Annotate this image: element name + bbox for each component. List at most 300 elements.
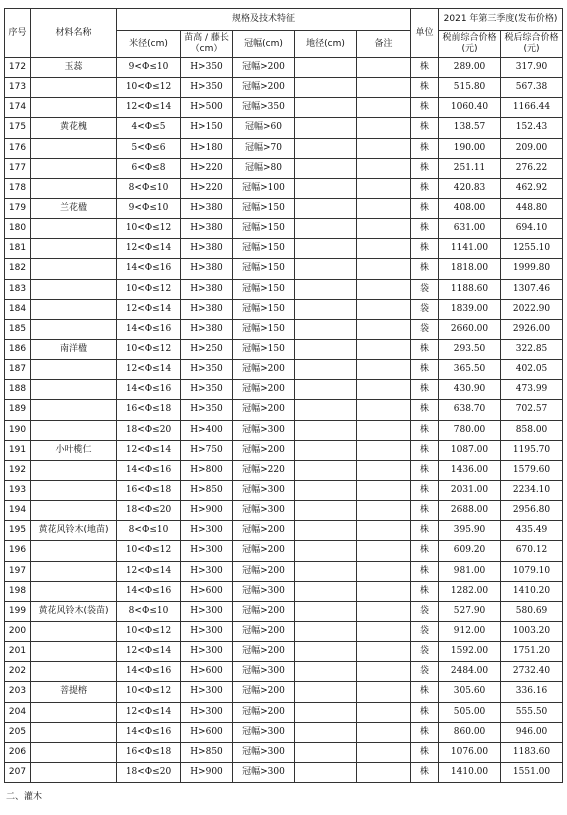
cell-unit: 株 (411, 400, 439, 420)
cell-dbh: 8<Φ≤10 (117, 178, 181, 198)
cell-seq: 199 (5, 601, 31, 621)
cell-crown: 冠幅>150 (233, 299, 295, 319)
cell-name (31, 319, 117, 339)
cell-note (357, 58, 411, 78)
cell-seq: 192 (5, 460, 31, 480)
cell-height: H>350 (181, 58, 233, 78)
cell-post-tax: 1079.10 (501, 561, 563, 581)
cell-seq: 196 (5, 541, 31, 561)
cell-height: H>400 (181, 420, 233, 440)
cell-name (31, 561, 117, 581)
cell-pre-tax: 1060.40 (439, 98, 501, 118)
cell-height: H>350 (181, 360, 233, 380)
cell-height: H>380 (181, 198, 233, 218)
cell-ground (295, 259, 357, 279)
cell-dbh: 9<Φ≤10 (117, 58, 181, 78)
cell-post-tax: 1183.60 (501, 742, 563, 762)
cell-post-tax: 2234.10 (501, 480, 563, 500)
cell-crown: 冠幅>200 (233, 621, 295, 641)
cell-post-tax: 336.16 (501, 682, 563, 702)
cell-pre-tax: 1818.00 (439, 259, 501, 279)
cell-name: 南洋楹 (31, 339, 117, 359)
cell-height: H>380 (181, 259, 233, 279)
cell-ground (295, 78, 357, 98)
cell-pre-tax: 430.90 (439, 380, 501, 400)
cell-crown: 冠幅>220 (233, 460, 295, 480)
table-row (5, 98, 563, 118)
cell-pre-tax: 138.57 (439, 118, 501, 138)
table-row (5, 682, 563, 702)
cell-seq: 200 (5, 621, 31, 641)
cell-seq: 207 (5, 762, 31, 782)
cell-note (357, 339, 411, 359)
cell-ground (295, 239, 357, 259)
cell-pre-tax: 1839.00 (439, 299, 501, 319)
cell-note (357, 460, 411, 480)
cell-pre-tax: 527.90 (439, 601, 501, 621)
cell-pre-tax: 505.00 (439, 702, 501, 722)
cell-ground (295, 138, 357, 158)
cell-dbh: 10<Φ≤12 (117, 219, 181, 239)
cell-post-tax: 317.90 (501, 58, 563, 78)
cell-pre-tax: 1141.00 (439, 239, 501, 259)
cell-seq: 205 (5, 722, 31, 742)
cell-note (357, 440, 411, 460)
header-name: 材料名称 (31, 9, 117, 58)
cell-crown: 冠幅>100 (233, 178, 295, 198)
cell-pre-tax: 609.20 (439, 541, 501, 561)
cell-crown: 冠幅>80 (233, 158, 295, 178)
table-row (5, 239, 563, 259)
cell-crown: 冠幅>150 (233, 239, 295, 259)
cell-pre-tax: 912.00 (439, 621, 501, 641)
cell-unit: 株 (411, 561, 439, 581)
cell-dbh: 14<Φ≤16 (117, 722, 181, 742)
cell-pre-tax: 420.83 (439, 178, 501, 198)
table-row (5, 319, 563, 339)
cell-unit: 株 (411, 158, 439, 178)
cell-pre-tax: 1410.00 (439, 762, 501, 782)
cell-name (31, 460, 117, 480)
cell-height: H>380 (181, 319, 233, 339)
cell-note (357, 722, 411, 742)
table-row (5, 360, 563, 380)
cell-name: 黄花风铃木(地苗) (31, 521, 117, 541)
cell-name (31, 78, 117, 98)
table-row (5, 621, 563, 641)
cell-unit: 株 (411, 581, 439, 601)
cell-name: 小叶榄仁 (31, 440, 117, 460)
cell-ground (295, 621, 357, 641)
table-header (5, 9, 563, 58)
cell-height: H>300 (181, 702, 233, 722)
cell-name: 黄花槐 (31, 118, 117, 138)
cell-dbh: 12<Φ≤14 (117, 360, 181, 380)
table-row (5, 581, 563, 601)
cell-ground (295, 219, 357, 239)
cell-ground (295, 420, 357, 440)
section-footer: 二、灌木 (6, 792, 43, 802)
cell-post-tax: 435.49 (501, 521, 563, 541)
cell-note (357, 642, 411, 662)
cell-dbh: 12<Φ≤14 (117, 440, 181, 460)
cell-seq: 173 (5, 78, 31, 98)
cell-dbh: 14<Φ≤16 (117, 380, 181, 400)
cell-pre-tax: 780.00 (439, 420, 501, 440)
cell-ground (295, 339, 357, 359)
cell-ground (295, 198, 357, 218)
cell-height: H>300 (181, 642, 233, 662)
cell-post-tax: 2926.00 (501, 319, 563, 339)
cell-name (31, 501, 117, 521)
cell-seq: 193 (5, 480, 31, 500)
cell-pre-tax: 515.80 (439, 78, 501, 98)
cell-note (357, 118, 411, 138)
cell-dbh: 14<Φ≤16 (117, 581, 181, 601)
cell-unit: 株 (411, 420, 439, 440)
cell-name (31, 400, 117, 420)
cell-height: H>350 (181, 400, 233, 420)
cell-height: H>850 (181, 742, 233, 762)
cell-crown: 冠幅>200 (233, 380, 295, 400)
cell-crown: 冠幅>70 (233, 138, 295, 158)
cell-unit: 袋 (411, 319, 439, 339)
cell-crown: 冠幅>150 (233, 319, 295, 339)
cell-pre-tax: 860.00 (439, 722, 501, 742)
cell-name (31, 98, 117, 118)
cell-post-tax: 555.50 (501, 702, 563, 722)
cell-unit: 株 (411, 722, 439, 742)
cell-ground (295, 319, 357, 339)
cell-dbh: 10<Φ≤12 (117, 339, 181, 359)
cell-crown: 冠幅>300 (233, 480, 295, 500)
cell-unit: 株 (411, 541, 439, 561)
cell-ground (295, 460, 357, 480)
cell-note (357, 380, 411, 400)
cell-note (357, 501, 411, 521)
cell-note (357, 762, 411, 782)
cell-seq: 172 (5, 58, 31, 78)
cell-name (31, 581, 117, 601)
cell-seq: 179 (5, 198, 31, 218)
cell-seq: 190 (5, 420, 31, 440)
table-row (5, 501, 563, 521)
cell-height: H>180 (181, 138, 233, 158)
cell-seq: 183 (5, 279, 31, 299)
cell-seq: 188 (5, 380, 31, 400)
cell-unit: 株 (411, 521, 439, 541)
cell-ground (295, 98, 357, 118)
cell-height: H>380 (181, 299, 233, 319)
cell-height: H>300 (181, 561, 233, 581)
cell-post-tax: 152.43 (501, 118, 563, 138)
cell-ground (295, 561, 357, 581)
cell-post-tax: 2732.40 (501, 662, 563, 682)
cell-note (357, 299, 411, 319)
table-row (5, 118, 563, 138)
cell-post-tax: 209.00 (501, 138, 563, 158)
cell-seq: 180 (5, 219, 31, 239)
cell-post-tax: 2956.80 (501, 501, 563, 521)
cell-seq: 198 (5, 581, 31, 601)
cell-crown: 冠幅>200 (233, 541, 295, 561)
header-crown: 冠幅(cm) (233, 31, 295, 58)
cell-post-tax: 402.05 (501, 360, 563, 380)
cell-post-tax: 1579.60 (501, 460, 563, 480)
cell-pre-tax: 2688.00 (439, 501, 501, 521)
cell-height: H>220 (181, 158, 233, 178)
cell-unit: 袋 (411, 279, 439, 299)
cell-pre-tax: 1188.60 (439, 279, 501, 299)
cell-name: 黄花风铃木(袋苗) (31, 601, 117, 621)
cell-crown: 冠幅>300 (233, 722, 295, 742)
cell-unit: 株 (411, 762, 439, 782)
header-ground: 地径(cm) (295, 31, 357, 58)
cell-seq: 184 (5, 299, 31, 319)
cell-dbh: 6<Φ≤8 (117, 158, 181, 178)
cell-height: H>380 (181, 279, 233, 299)
cell-pre-tax: 293.50 (439, 339, 501, 359)
cell-ground (295, 178, 357, 198)
cell-post-tax: 276.22 (501, 158, 563, 178)
cell-unit: 株 (411, 501, 439, 521)
header-height: 苗高 / 藤长（cm） (181, 31, 233, 58)
cell-post-tax: 858.00 (501, 420, 563, 440)
cell-note (357, 662, 411, 682)
cell-unit: 株 (411, 380, 439, 400)
cell-dbh: 16<Φ≤18 (117, 742, 181, 762)
cell-seq: 203 (5, 682, 31, 702)
cell-pre-tax: 289.00 (439, 58, 501, 78)
cell-seq: 187 (5, 360, 31, 380)
cell-note (357, 138, 411, 158)
table-body (5, 58, 563, 783)
header-note: 备注 (357, 31, 411, 58)
cell-ground (295, 400, 357, 420)
cell-seq: 181 (5, 239, 31, 259)
table-row (5, 662, 563, 682)
cell-seq: 191 (5, 440, 31, 460)
cell-crown: 冠幅>60 (233, 118, 295, 138)
cell-note (357, 360, 411, 380)
cell-dbh: 14<Φ≤16 (117, 662, 181, 682)
cell-height: H>150 (181, 118, 233, 138)
cell-name: 玉蕊 (31, 58, 117, 78)
table-row (5, 58, 563, 78)
cell-name (31, 762, 117, 782)
cell-seq: 195 (5, 521, 31, 541)
cell-seq: 189 (5, 400, 31, 420)
cell-crown: 冠幅>150 (233, 339, 295, 359)
cell-unit: 株 (411, 259, 439, 279)
cell-pre-tax: 1282.00 (439, 581, 501, 601)
cell-note (357, 319, 411, 339)
cell-note (357, 521, 411, 541)
header-price-group: 2021 年第三季度(发布价格) (439, 9, 563, 31)
cell-name (31, 158, 117, 178)
cell-unit: 株 (411, 198, 439, 218)
header-dbh: 米径(cm) (117, 31, 181, 58)
cell-post-tax: 1410.20 (501, 581, 563, 601)
cell-crown: 冠幅>200 (233, 400, 295, 420)
cell-crown: 冠幅>200 (233, 561, 295, 581)
cell-seq: 186 (5, 339, 31, 359)
cell-seq: 197 (5, 561, 31, 581)
cell-crown: 冠幅>150 (233, 259, 295, 279)
cell-unit: 袋 (411, 662, 439, 682)
cell-dbh: 18<Φ≤20 (117, 420, 181, 440)
table-row (5, 400, 563, 420)
cell-crown: 冠幅>200 (233, 601, 295, 621)
cell-post-tax: 694.10 (501, 219, 563, 239)
table-row (5, 138, 563, 158)
cell-post-tax: 1255.10 (501, 239, 563, 259)
table-row (5, 521, 563, 541)
cell-post-tax: 448.80 (501, 198, 563, 218)
table-row (5, 480, 563, 500)
cell-ground (295, 299, 357, 319)
table-row (5, 561, 563, 581)
cell-unit: 株 (411, 742, 439, 762)
cell-dbh: 9<Φ≤10 (117, 198, 181, 218)
cell-unit: 袋 (411, 642, 439, 662)
cell-crown: 冠幅>150 (233, 279, 295, 299)
cell-crown: 冠幅>200 (233, 682, 295, 702)
cell-height: H>600 (181, 581, 233, 601)
cell-seq: 194 (5, 501, 31, 521)
cell-dbh: 12<Φ≤14 (117, 98, 181, 118)
cell-note (357, 239, 411, 259)
cell-unit: 株 (411, 360, 439, 380)
cell-pre-tax: 251.11 (439, 158, 501, 178)
cell-crown: 冠幅>200 (233, 440, 295, 460)
cell-note (357, 420, 411, 440)
cell-ground (295, 722, 357, 742)
cell-dbh: 12<Φ≤14 (117, 299, 181, 319)
cell-ground (295, 762, 357, 782)
cell-height: H>900 (181, 762, 233, 782)
cell-pre-tax: 2031.00 (439, 480, 501, 500)
cell-pre-tax: 408.00 (439, 198, 501, 218)
cell-ground (295, 158, 357, 178)
cell-seq: 178 (5, 178, 31, 198)
cell-name: 菩提榕 (31, 682, 117, 702)
cell-seq: 185 (5, 319, 31, 339)
cell-ground (295, 521, 357, 541)
cell-post-tax: 1166.44 (501, 98, 563, 118)
cell-height: H>380 (181, 239, 233, 259)
cell-note (357, 158, 411, 178)
cell-unit: 株 (411, 702, 439, 722)
cell-height: H>350 (181, 78, 233, 98)
cell-ground (295, 642, 357, 662)
cell-name (31, 642, 117, 662)
table-row (5, 78, 563, 98)
cell-note (357, 682, 411, 702)
cell-post-tax: 1751.20 (501, 642, 563, 662)
cell-dbh: 4<Φ≤5 (117, 118, 181, 138)
cell-height: H>600 (181, 662, 233, 682)
cell-post-tax: 322.85 (501, 339, 563, 359)
table-row (5, 380, 563, 400)
cell-height: H>300 (181, 521, 233, 541)
cell-seq: 202 (5, 662, 31, 682)
table-row (5, 541, 563, 561)
cell-height: H>250 (181, 339, 233, 359)
table-row (5, 178, 563, 198)
cell-pre-tax: 305.60 (439, 682, 501, 702)
cell-height: H>380 (181, 219, 233, 239)
cell-height: H>300 (181, 541, 233, 561)
cell-pre-tax: 365.50 (439, 360, 501, 380)
cell-seq: 174 (5, 98, 31, 118)
cell-post-tax: 1195.70 (501, 440, 563, 460)
cell-post-tax: 473.99 (501, 380, 563, 400)
cell-ground (295, 581, 357, 601)
cell-dbh: 14<Φ≤16 (117, 259, 181, 279)
cell-name (31, 420, 117, 440)
cell-dbh: 10<Φ≤12 (117, 78, 181, 98)
cell-post-tax: 462.92 (501, 178, 563, 198)
cell-ground (295, 480, 357, 500)
table-row (5, 642, 563, 662)
cell-dbh: 18<Φ≤20 (117, 762, 181, 782)
cell-height: H>800 (181, 460, 233, 480)
cell-unit: 株 (411, 178, 439, 198)
cell-note (357, 561, 411, 581)
cell-height: H>300 (181, 682, 233, 702)
cell-crown: 冠幅>150 (233, 219, 295, 239)
cell-crown: 冠幅>200 (233, 78, 295, 98)
cell-unit: 株 (411, 118, 439, 138)
cell-note (357, 98, 411, 118)
table-row (5, 722, 563, 742)
cell-post-tax: 670.12 (501, 541, 563, 561)
cell-crown: 冠幅>150 (233, 198, 295, 218)
cell-seq: 206 (5, 742, 31, 762)
cell-seq: 204 (5, 702, 31, 722)
cell-ground (295, 601, 357, 621)
cell-crown: 冠幅>300 (233, 762, 295, 782)
table-row (5, 601, 563, 621)
cell-height: H>350 (181, 380, 233, 400)
cell-dbh: 10<Φ≤12 (117, 541, 181, 561)
cell-name (31, 360, 117, 380)
table-row (5, 460, 563, 480)
header-unit: 单位 (411, 9, 439, 58)
table-row (5, 420, 563, 440)
cell-height: H>300 (181, 621, 233, 641)
cell-seq: 175 (5, 118, 31, 138)
cell-seq: 182 (5, 259, 31, 279)
cell-dbh: 10<Φ≤12 (117, 682, 181, 702)
cell-dbh: 16<Φ≤18 (117, 480, 181, 500)
cell-note (357, 702, 411, 722)
cell-dbh: 8<Φ≤10 (117, 601, 181, 621)
cell-unit: 株 (411, 480, 439, 500)
cell-post-tax: 567.38 (501, 78, 563, 98)
cell-unit: 株 (411, 98, 439, 118)
cell-note (357, 219, 411, 239)
cell-ground (295, 279, 357, 299)
cell-unit: 株 (411, 682, 439, 702)
cell-unit: 袋 (411, 299, 439, 319)
cell-dbh: 18<Φ≤20 (117, 501, 181, 521)
cell-post-tax: 1307.46 (501, 279, 563, 299)
cell-seq: 176 (5, 138, 31, 158)
cell-ground (295, 118, 357, 138)
cell-unit: 株 (411, 219, 439, 239)
